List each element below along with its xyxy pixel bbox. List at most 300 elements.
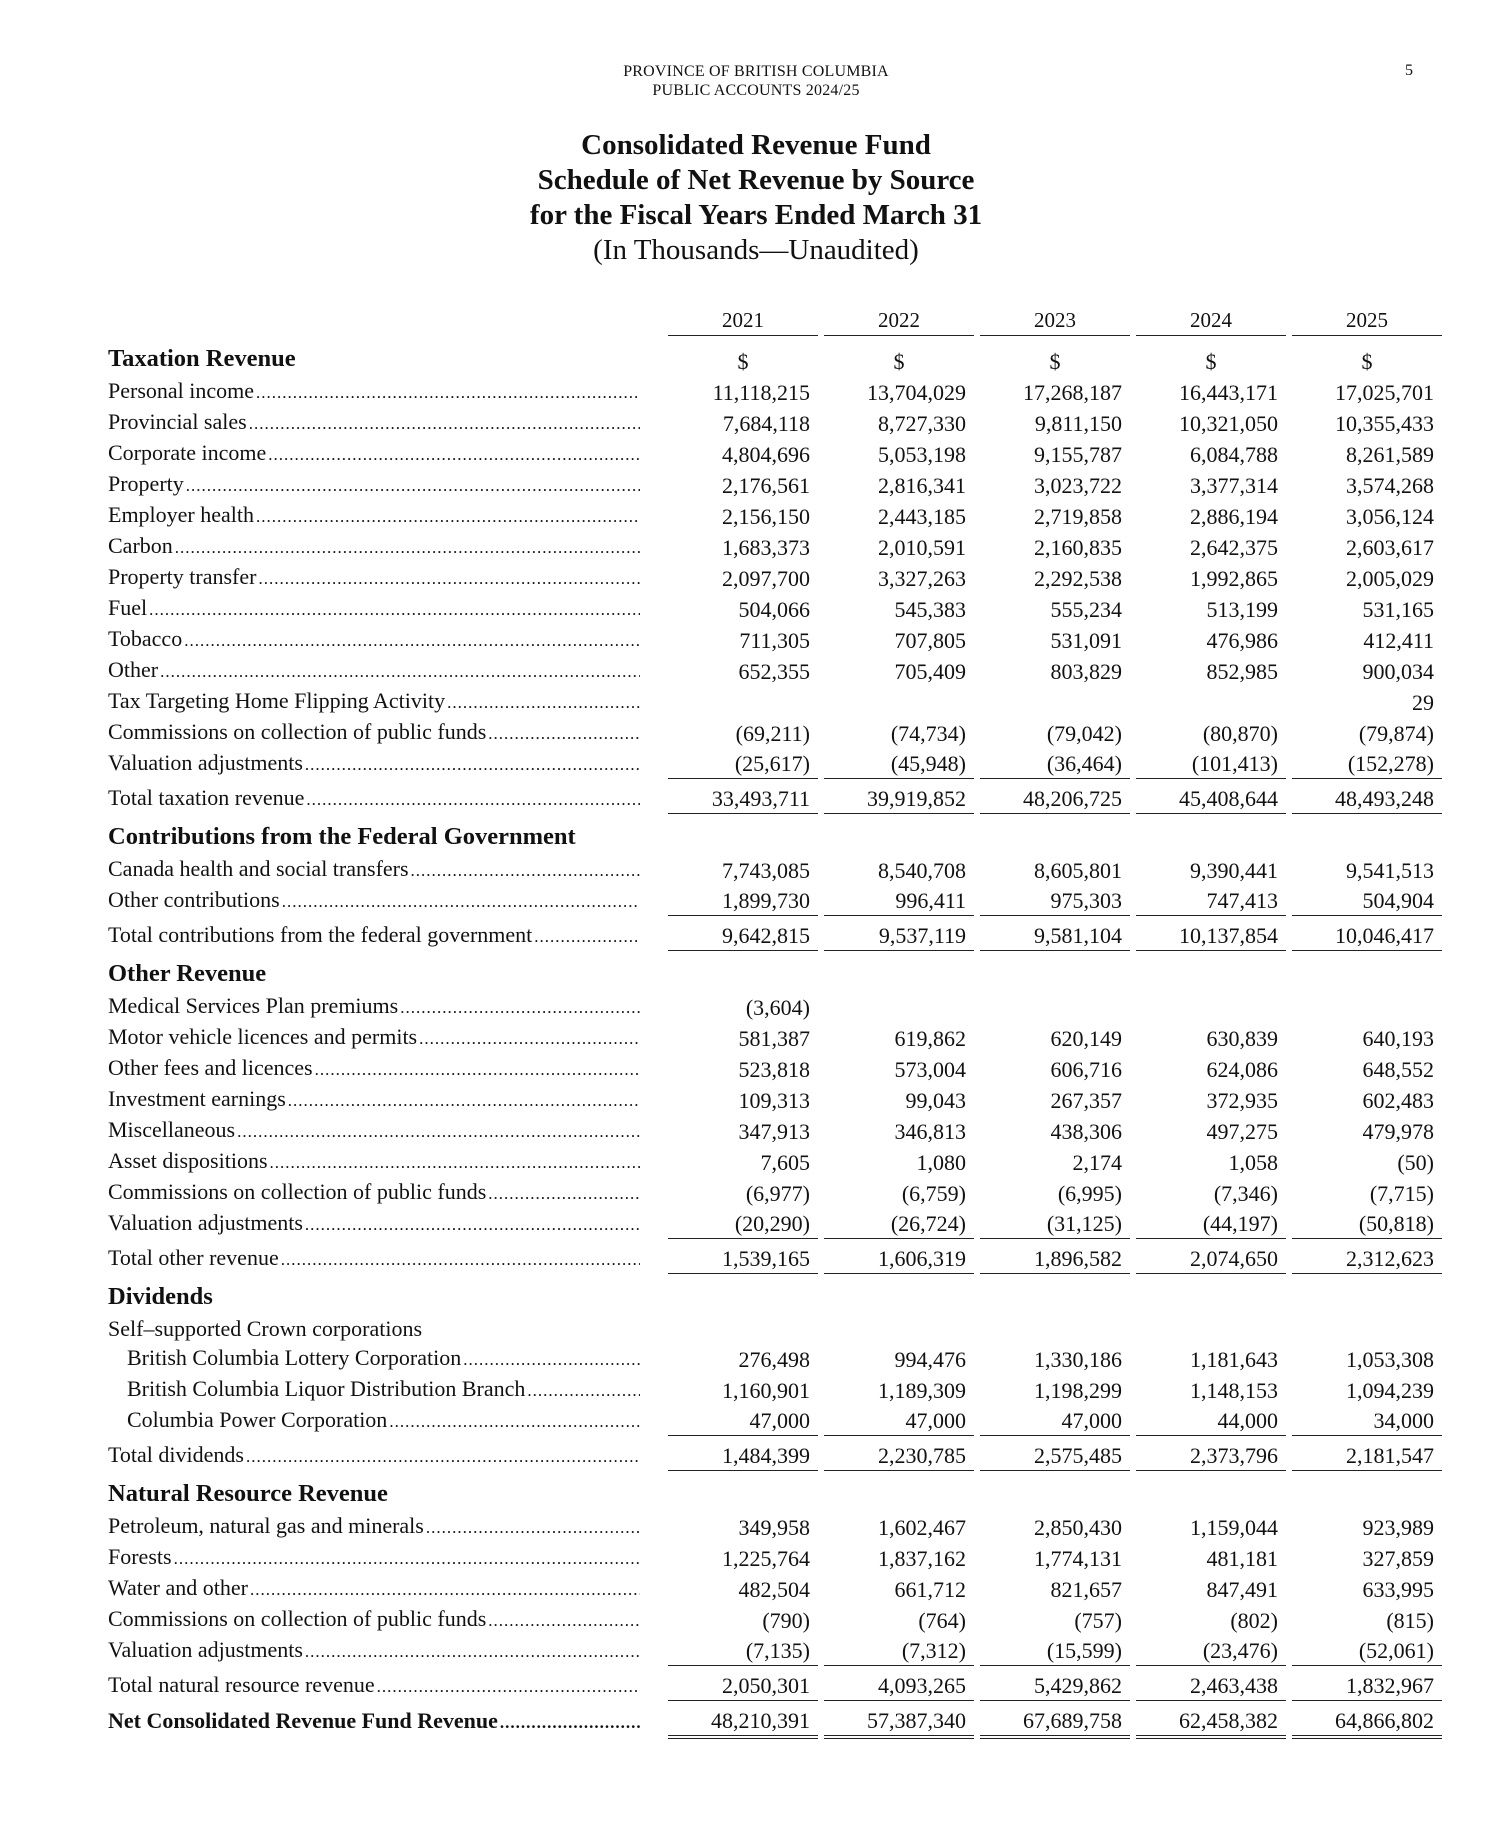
- dot-leader: [527, 1376, 640, 1405]
- value-cell: 62,458,382: [1136, 1701, 1286, 1738]
- value-cell: 438,306: [1050, 1118, 1122, 1144]
- value-cell: (7,312): [824, 1635, 974, 1666]
- table-row-other-fees-and-licences: [108, 1053, 1442, 1084]
- value-cell: 573,004: [894, 1056, 966, 1082]
- value-cell: 1,683,373: [722, 534, 810, 560]
- row-label: Total natural resource revenue: [108, 1671, 375, 1697]
- row-label: Columbia Power Corporation: [127, 1406, 388, 1432]
- row-label: Forests: [108, 1543, 172, 1569]
- value-cell: (7,346): [1213, 1180, 1278, 1206]
- table-row-personal-income: [108, 376, 1442, 407]
- currency-symbol: $: [893, 348, 905, 374]
- value-cell: 1,094,239: [1346, 1377, 1434, 1403]
- value-cell: 1,053,308: [1346, 1346, 1434, 1372]
- value-cell: 707,805: [894, 627, 966, 653]
- value-cell: 2,181,547: [1292, 1436, 1442, 1471]
- title-line-1: Consolidated Revenue Fund: [581, 129, 931, 161]
- currency-symbol: $: [1049, 348, 1061, 374]
- dot-leader: [419, 1024, 640, 1053]
- value-cell: 1,080: [916, 1149, 966, 1175]
- row-label: Valuation adjustments: [108, 1636, 303, 1662]
- row-label: Corporate income: [108, 439, 267, 465]
- value-cell: 648,552: [1362, 1056, 1434, 1082]
- table-row-canada-health-and-social-transfers: [108, 854, 1442, 885]
- value-cell: (26,724): [824, 1208, 974, 1239]
- title-line-4: (In Thousands—Unaudited): [593, 234, 919, 266]
- table-row-valuation-adjustments: [108, 1208, 1442, 1239]
- row-label: Total taxation revenue: [108, 784, 305, 810]
- section-heading-row: [108, 814, 1442, 854]
- total-row-net-consolidated-revenue-fund-revenue: [108, 1701, 1442, 1738]
- value-cell: 1,539,165: [668, 1239, 818, 1274]
- row-label: Medical Services Plan premiums: [108, 992, 399, 1018]
- value-cell: 1,606,319: [824, 1239, 974, 1274]
- row-label: Canada health and social transfers: [108, 855, 409, 881]
- dot-leader: [488, 719, 640, 748]
- value-cell: 48,206,725: [980, 779, 1130, 814]
- value-cell: 45,408,644: [1136, 779, 1286, 814]
- section-heading-row: [108, 1274, 1442, 1314]
- value-cell: 13,704,029: [867, 379, 966, 405]
- value-cell: 476,986: [1206, 627, 1278, 653]
- table-row-valuation-adjustments: [108, 748, 1442, 779]
- row-label: Commissions on collection of public funds: [108, 1178, 487, 1204]
- value-cell: 7,605: [760, 1149, 810, 1175]
- year-2025: 2025: [1292, 306, 1442, 336]
- value-cell: (152,278): [1292, 748, 1442, 779]
- table-row-property: [108, 469, 1442, 500]
- row-label: Asset dispositions: [108, 1147, 268, 1173]
- page-number: 5: [1405, 62, 1413, 79]
- value-cell: 602,483: [1362, 1087, 1434, 1113]
- revenue-table-body: [108, 306, 1442, 1737]
- value-cell: 1,189,309: [878, 1377, 966, 1403]
- dot-leader: [270, 1148, 640, 1177]
- report-header: [0, 62, 1512, 100]
- value-cell: (79,042): [1046, 720, 1122, 746]
- dot-leader: [282, 887, 640, 916]
- value-cell: 267,357: [1050, 1087, 1122, 1113]
- value-cell: 581,387: [738, 1025, 810, 1051]
- value-cell: 11,118,215: [712, 379, 810, 405]
- dot-leader: [305, 750, 640, 779]
- value-cell: 482,504: [738, 1576, 810, 1602]
- dot-leader: [447, 688, 640, 717]
- table-row-miscellaneous: [108, 1115, 1442, 1146]
- row-label: Other contributions: [108, 886, 280, 912]
- value-cell: 497,275: [1206, 1118, 1278, 1144]
- row-label: Personal income: [108, 377, 255, 403]
- value-cell: 481,181: [1206, 1545, 1278, 1571]
- value-cell: (7,715): [1369, 1180, 1434, 1206]
- value-cell: 2,886,194: [1190, 503, 1278, 529]
- value-cell: 1,602,467: [878, 1514, 966, 1540]
- value-cell: 1,992,865: [1190, 565, 1278, 591]
- table-row-other: [108, 655, 1442, 686]
- value-cell: 803,829: [1050, 658, 1122, 684]
- value-cell: 747,413: [1136, 885, 1286, 916]
- value-cell: 1,484,399: [668, 1436, 818, 1471]
- table-row-carbon: [108, 531, 1442, 562]
- value-cell: 2,230,785: [824, 1436, 974, 1471]
- value-cell: 1,225,764: [722, 1545, 810, 1571]
- year-2023: 2023: [980, 306, 1130, 336]
- row-label: Property: [108, 470, 184, 496]
- value-cell: 2,642,375: [1190, 534, 1278, 560]
- value-cell: 1,896,582: [980, 1239, 1130, 1274]
- value-cell: 48,493,248: [1292, 779, 1442, 814]
- value-cell: 2,050,301: [668, 1666, 818, 1701]
- table-row-valuation-adjustments: [108, 1635, 1442, 1666]
- dot-leader: [246, 1442, 640, 1471]
- value-cell: 821,657: [1050, 1576, 1122, 1602]
- table-row-property-transfer: [108, 562, 1442, 593]
- table-row-medical-services-plan-premiums: [108, 991, 1442, 1022]
- value-cell: 633,995: [1362, 1576, 1434, 1602]
- value-cell: 67,689,758: [980, 1701, 1130, 1738]
- dot-leader: [281, 1245, 640, 1274]
- value-cell: 555,234: [1050, 596, 1122, 622]
- title-line-2: Schedule of Net Revenue by Source: [537, 164, 975, 196]
- value-cell: [1292, 991, 1442, 1022]
- currency-symbol: $: [1205, 348, 1217, 374]
- section-heading-row: [108, 951, 1442, 991]
- value-cell: 2,575,485: [980, 1436, 1130, 1471]
- value-cell: 661,712: [894, 1576, 966, 1602]
- row-label: Investment earnings: [108, 1085, 286, 1111]
- table-row-tobacco: [108, 624, 1442, 655]
- section-heading-natural-resource-revenue: Natural Resource Revenue: [108, 1479, 388, 1507]
- row-label: Motor vehicle licences and permits: [108, 1023, 418, 1049]
- value-cell: 8,540,708: [878, 857, 966, 883]
- value-cell: 2,463,438: [1136, 1666, 1286, 1701]
- value-cell: 3,023,722: [1034, 472, 1122, 498]
- value-cell: 8,727,330: [878, 410, 966, 436]
- dot-leader: [184, 626, 640, 655]
- value-cell: 9,541,513: [1346, 857, 1434, 883]
- currency-symbol: $: [737, 348, 749, 374]
- dot-leader: [256, 378, 640, 407]
- value-cell: 531,165: [1362, 596, 1434, 622]
- value-cell: 2,160,835: [1034, 534, 1122, 560]
- value-cell: 276,498: [738, 1346, 810, 1372]
- dot-leader: [400, 993, 640, 1022]
- value-cell: 630,839: [1206, 1025, 1278, 1051]
- row-label: Valuation adjustments: [108, 1209, 303, 1235]
- row-label: Carbon: [108, 532, 173, 558]
- dot-leader: [463, 1345, 640, 1374]
- table-row-tax-targeting-home-flipping-activity: [108, 686, 1442, 717]
- value-cell: 2,443,185: [878, 503, 966, 529]
- value-cell: 1,774,131: [1034, 1545, 1122, 1571]
- table-row-investment-earnings: [108, 1084, 1442, 1115]
- value-cell: 39,919,852: [824, 779, 974, 814]
- value-cell: 2,373,796: [1136, 1436, 1286, 1471]
- row-label: Petroleum, natural gas and minerals: [108, 1512, 424, 1538]
- value-cell: [1136, 686, 1286, 717]
- value-cell: [980, 991, 1130, 1022]
- dot-leader: [160, 657, 640, 686]
- value-cell: 47,000: [980, 1405, 1130, 1436]
- section-heading-dividends: Dividends: [108, 1282, 213, 1310]
- dot-leader: [250, 1575, 640, 1604]
- value-cell: 606,716: [1050, 1056, 1122, 1082]
- value-cell: 47,000: [668, 1405, 818, 1436]
- value-cell: 34,000: [1292, 1405, 1442, 1436]
- value-cell: 2,603,617: [1346, 534, 1434, 560]
- value-cell: (790): [762, 1607, 810, 1633]
- value-cell: 545,383: [894, 596, 966, 622]
- value-cell: 349,958: [738, 1514, 810, 1540]
- row-label: British Columbia Liquor Distribution Branch: [127, 1375, 526, 1401]
- row-label: Employer health: [108, 501, 255, 527]
- dot-leader: [411, 856, 640, 885]
- row-label: Total contributions from the federal government: [108, 921, 533, 947]
- row-label: Fuel: [108, 594, 148, 620]
- value-cell: 372,935: [1206, 1087, 1278, 1113]
- table-row-asset-dispositions: [108, 1146, 1442, 1177]
- dot-leader: [174, 1544, 640, 1573]
- value-cell: 619,862: [894, 1025, 966, 1051]
- value-cell: 9,811,150: [1034, 410, 1122, 436]
- value-cell: 852,985: [1206, 658, 1278, 684]
- table-row-british-columbia-lottery-corporation: [108, 1343, 1442, 1374]
- value-cell: 8,605,801: [1034, 857, 1122, 883]
- value-cell: 1,899,730: [668, 885, 818, 916]
- value-cell: [824, 686, 974, 717]
- value-cell: 523,818: [738, 1056, 810, 1082]
- dot-leader: [315, 1055, 640, 1084]
- table-row-employer-health: [108, 500, 1442, 531]
- section-heading-row: [108, 336, 1442, 376]
- value-cell: 10,046,417: [1292, 916, 1442, 951]
- value-cell: (6,977): [745, 1180, 810, 1206]
- value-cell: 652,355: [738, 658, 810, 684]
- value-cell: 2,097,700: [722, 565, 810, 591]
- value-cell: 2,719,858: [1034, 503, 1122, 529]
- value-cell: 3,377,314: [1190, 472, 1278, 498]
- year-2024: 2024: [1136, 306, 1286, 336]
- value-cell: [980, 686, 1130, 717]
- value-cell: 7,743,085: [722, 857, 810, 883]
- value-cell: 4,093,265: [824, 1666, 974, 1701]
- value-cell: (50): [1397, 1149, 1434, 1175]
- table-row-petroleum-natural-gas-and-minerals: [108, 1511, 1442, 1542]
- table-row-water-and-other: [108, 1573, 1442, 1604]
- dot-leader: [256, 502, 640, 531]
- dot-leader: [237, 1117, 640, 1146]
- value-cell: 923,989: [1362, 1514, 1434, 1540]
- value-cell: (802): [1230, 1607, 1278, 1633]
- subheading: Self–supported Crown corporations: [108, 1315, 423, 1341]
- value-cell: 4,804,696: [722, 441, 810, 467]
- table-row-fuel: [108, 593, 1442, 624]
- value-cell: 479,978: [1362, 1118, 1434, 1144]
- value-cell: 17,025,701: [1335, 379, 1434, 405]
- value-cell: 2,176,561: [722, 472, 810, 498]
- value-cell: 16,443,171: [1179, 379, 1278, 405]
- dot-leader: [377, 1672, 640, 1701]
- value-cell: 504,066: [738, 596, 810, 622]
- value-cell: 2,010,591: [878, 534, 966, 560]
- value-cell: (7,135): [668, 1635, 818, 1666]
- value-cell: 1,181,643: [1190, 1346, 1278, 1372]
- value-cell: (74,734): [890, 720, 966, 746]
- row-label: Water and other: [108, 1574, 248, 1600]
- value-cell: 2,312,623: [1292, 1239, 1442, 1274]
- dot-leader: [306, 785, 640, 814]
- row-label: Commissions on collection of public funds: [108, 718, 487, 744]
- total-row-total-dividends: [108, 1436, 1442, 1471]
- dot-leader: [149, 595, 640, 624]
- value-cell: 1,832,967: [1292, 1666, 1442, 1701]
- value-cell: (6,995): [1057, 1180, 1122, 1206]
- value-cell: 2,156,150: [722, 503, 810, 529]
- value-cell: 10,321,050: [1179, 410, 1278, 436]
- value-cell: 2,850,430: [1034, 1514, 1122, 1540]
- value-cell: (15,599): [980, 1635, 1130, 1666]
- value-cell: (20,290): [668, 1208, 818, 1239]
- value-cell: 57,387,340: [824, 1701, 974, 1738]
- value-cell: 5,429,862: [980, 1666, 1130, 1701]
- table-row-columbia-power-corporation: [108, 1405, 1442, 1436]
- total-row-total-natural-resource-revenue: [108, 1666, 1442, 1701]
- dot-leader: [305, 1210, 640, 1239]
- value-cell: 1,837,162: [878, 1545, 966, 1571]
- value-cell: 3,056,124: [1346, 503, 1434, 529]
- value-cell: 1,148,153: [1190, 1377, 1278, 1403]
- value-cell: 347,913: [738, 1118, 810, 1144]
- value-cell: [824, 991, 974, 1022]
- value-cell: 3,574,268: [1346, 472, 1434, 498]
- value-cell: (52,061): [1292, 1635, 1442, 1666]
- value-cell: 17,268,187: [1023, 379, 1122, 405]
- value-cell: 1,330,186: [1034, 1346, 1122, 1372]
- table-row-commissions-on-collection-of-public-funds: [108, 717, 1442, 748]
- value-cell: 2,292,538: [1034, 565, 1122, 591]
- value-cell: (815): [1386, 1607, 1434, 1633]
- value-cell: (757): [1074, 1607, 1122, 1633]
- row-label: Total other revenue: [108, 1244, 279, 1270]
- row-label: Commissions on collection of public funds: [108, 1605, 487, 1631]
- value-cell: 2,174: [1072, 1149, 1122, 1175]
- value-cell: (80,870): [1202, 720, 1278, 746]
- value-cell: 9,581,104: [980, 916, 1130, 951]
- value-cell: 9,537,119: [824, 916, 974, 951]
- value-cell: 1,159,044: [1190, 1514, 1278, 1540]
- row-label: Tobacco: [108, 625, 183, 651]
- value-cell: 99,043: [905, 1087, 966, 1113]
- value-cell: 3,327,263: [878, 565, 966, 591]
- value-cell: (31,125): [980, 1208, 1130, 1239]
- value-cell: [668, 686, 818, 717]
- header-public-accounts: PUBLIC ACCOUNTS 2024/25: [652, 82, 860, 99]
- value-cell: 640,193: [1362, 1025, 1434, 1051]
- dot-leader: [488, 1606, 640, 1635]
- value-cell: 9,390,441: [1190, 857, 1278, 883]
- dot-leader: [500, 1708, 640, 1737]
- dot-leader: [389, 1407, 640, 1436]
- row-label: Miscellaneous: [108, 1116, 236, 1142]
- table-row-corporate-income: [108, 438, 1442, 469]
- value-cell: 9,642,815: [668, 916, 818, 951]
- year-2022: 2022: [824, 306, 974, 336]
- total-row-total-contributions-from-the-federal-government: [108, 916, 1442, 951]
- value-cell: 346,813: [894, 1118, 966, 1144]
- value-cell: 10,137,854: [1136, 916, 1286, 951]
- value-cell: 705,409: [894, 658, 966, 684]
- value-cell: 900,034: [1362, 658, 1434, 684]
- value-cell: 1,160,901: [722, 1377, 810, 1403]
- dot-leader: [249, 409, 640, 438]
- total-row-total-other-revenue: [108, 1239, 1442, 1274]
- value-cell: 29: [1412, 689, 1434, 715]
- value-cell: 33,493,711: [668, 779, 818, 814]
- section-heading-contributions-from-the-federal-government: Contributions from the Federal Government: [108, 822, 576, 850]
- value-cell: (101,413): [1136, 748, 1286, 779]
- subheading-row: [108, 1314, 1442, 1343]
- row-label: Other fees and licences: [108, 1054, 313, 1080]
- value-cell: 504,904: [1292, 885, 1442, 916]
- value-cell: 2,074,650: [1136, 1239, 1286, 1274]
- currency-symbol: $: [1361, 348, 1373, 374]
- value-cell: (79,874): [1358, 720, 1434, 746]
- value-cell: (25,617): [668, 748, 818, 779]
- dot-leader: [268, 440, 640, 469]
- row-label: Provincial sales: [108, 408, 247, 434]
- table-row-motor-vehicle-licences-and-permits: [108, 1022, 1442, 1053]
- value-cell: 531,091: [1050, 627, 1122, 653]
- value-cell: 2,005,029: [1346, 565, 1434, 591]
- value-cell: (36,464): [980, 748, 1130, 779]
- value-cell: 8,261,589: [1346, 441, 1434, 467]
- row-label: Other: [108, 656, 159, 682]
- table-row-provincial-sales: [108, 407, 1442, 438]
- row-label: Valuation adjustments: [108, 749, 303, 775]
- value-cell: 2,816,341: [878, 472, 966, 498]
- value-cell: 327,859: [1362, 1545, 1434, 1571]
- dot-leader: [426, 1513, 640, 1542]
- value-cell: (45,948): [824, 748, 974, 779]
- value-cell: (6,759): [901, 1180, 966, 1206]
- value-cell: 9,155,787: [1034, 441, 1122, 467]
- value-cell: 5,053,198: [878, 441, 966, 467]
- value-cell: 412,411: [1363, 627, 1434, 653]
- table-row-commissions-on-collection-of-public-funds: [108, 1177, 1442, 1208]
- section-heading-other-revenue: Other Revenue: [108, 959, 267, 987]
- title-line-3: for the Fiscal Years Ended March 31: [529, 199, 983, 231]
- dot-leader: [186, 471, 640, 500]
- value-cell: 975,303: [980, 885, 1130, 916]
- row-label: Property transfer: [108, 563, 257, 589]
- table-row-commissions-on-collection-of-public-funds: [108, 1604, 1442, 1635]
- value-cell: 1,198,299: [1034, 1377, 1122, 1403]
- value-cell: (23,476): [1136, 1635, 1286, 1666]
- value-cell: 996,411: [824, 885, 974, 916]
- value-cell: 620,149: [1050, 1025, 1122, 1051]
- dot-leader: [488, 1179, 640, 1208]
- dot-leader: [258, 564, 640, 593]
- dot-leader: [175, 533, 640, 562]
- value-cell: 7,684,118: [722, 410, 810, 436]
- dot-leader: [288, 1086, 640, 1115]
- value-cell: 109,313: [738, 1087, 810, 1113]
- value-cell: 64,866,802: [1292, 1701, 1442, 1738]
- value-cell: 6,084,788: [1190, 441, 1278, 467]
- value-cell: 10,355,433: [1335, 410, 1434, 436]
- value-cell: 711,305: [739, 627, 810, 653]
- value-cell: (50,818): [1292, 1208, 1442, 1239]
